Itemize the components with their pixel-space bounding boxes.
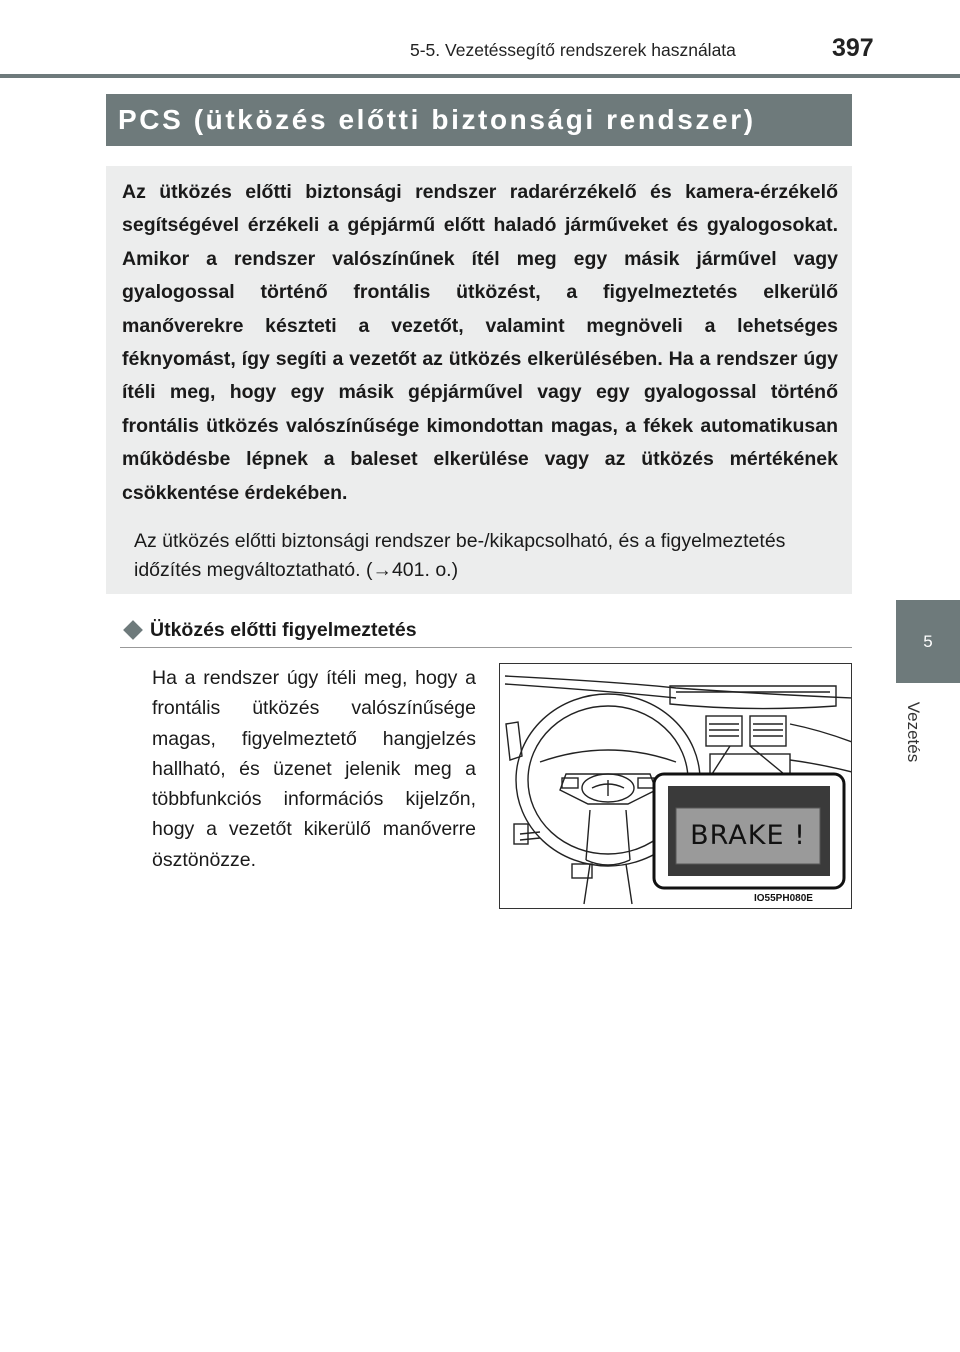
intro-bold-text: Az ütközés előtti biztonsági rendszer radarérzékelő és kamera-érzékelő segítségével érzékeli a gépjármű előtt haladó járműveket és gyalogosokat. Amikor a rendszer valószínűnek ítél meg egy másik járművel vagy gyalogossal történő frontális ütközést, a figyelmeztetés elkerülő manőverekre készteti a vezetőt, valamint megnöveli a lehetséges féknyomást, így segíti a vezetőt az ütközés elkerülésében. Ha a rendszer úgy ítéli meg, hogy egy másik gépjárművel vagy egy gyalogossal történő frontális ütközés valószínűsége kimondottan magas, a fékek automatikusan működésbe lépnek a baleset elkerülése vagy az ütközés mértékének csökkentése érdekében.: [122, 181, 838, 504]
dashboard-illustration: [499, 663, 852, 909]
dashboard-drawing: [500, 664, 852, 909]
brake-warning-message: BRAKE !: [690, 820, 806, 851]
subsection-divider: [120, 647, 852, 648]
chapter-number: 5: [923, 632, 933, 651]
diamond-bullet-icon: [123, 620, 143, 640]
subsection-heading-text: Ütközés előtti figyelmeztetés: [150, 619, 417, 641]
chapter-name: Vezetés: [904, 701, 923, 763]
chapter-tab[interactable]: [896, 600, 960, 683]
subsection-heading: [120, 616, 417, 644]
header-section-title: 5-5. Vezetéssegítő rendszerek használata: [410, 40, 736, 60]
section-title-bar: [106, 94, 852, 146]
chapter-name-label: [902, 696, 924, 768]
figure-code: IO55PH080E: [754, 893, 813, 904]
intro-box: [106, 166, 852, 594]
section-body-text: Ha a rendszer úgy ítéli meg, hogy a frontális ütközés valószínűsége magas, figyelmeztető hangjelzés hallható, és üzenet jelenik meg a többfunkciós információs kijelzőn, hogy a vezetőt kikerülő manőverre ösztönözze.: [152, 667, 476, 871]
page-title: PCS (ütközés előtti biztonsági rendszer): [118, 104, 756, 135]
intro-note-text: Az ütközés előtti biztonsági rendszer be-/kikapcsolható, és a figyelmeztetés időzítés megváltoztatható. (→401. o.): [134, 530, 786, 581]
page-number: 397: [832, 34, 874, 62]
header-divider: [0, 74, 960, 78]
